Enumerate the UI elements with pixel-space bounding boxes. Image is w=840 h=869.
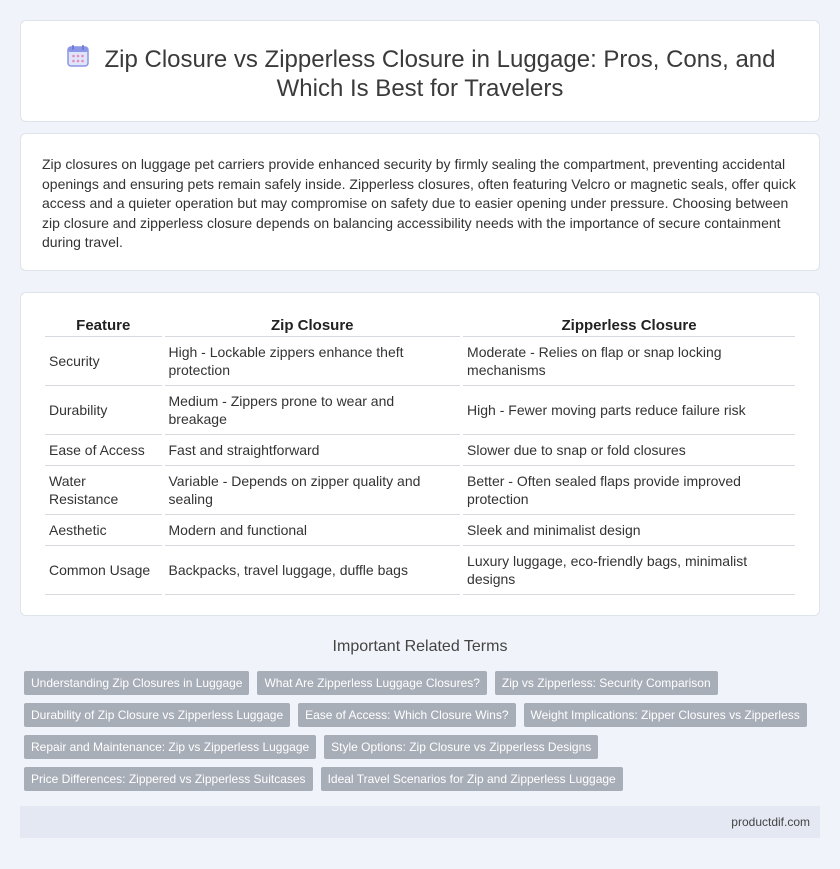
related-term-tag[interactable]: Understanding Zip Closures in Luggage <box>24 671 249 695</box>
zipperless-cell: Luxury luggage, eco-friendly bags, minimalist designs <box>463 546 795 595</box>
zip-cell: Variable - Depends on zipper quality and sealing <box>165 466 461 515</box>
zip-cell: Modern and functional <box>165 515 461 546</box>
related-term-tag[interactable]: Style Options: Zip Closure vs Zipperless Designs <box>324 735 598 759</box>
feature-cell: Security <box>45 337 162 386</box>
intro-card <box>20 133 820 271</box>
related-term-tag[interactable]: Ease of Access: Which Closure Wins? <box>298 703 515 727</box>
page-title-wrap <box>21 43 819 103</box>
related-term-tag[interactable]: Zip vs Zipperless: Security Comparison <box>495 671 718 695</box>
zip-cell: Fast and straightforward <box>165 435 461 466</box>
header-zipperless-closure: Zipperless Closure <box>463 316 795 337</box>
header-zip-closure: Zip Closure <box>165 316 461 337</box>
feature-cell: Ease of Access <box>45 435 162 466</box>
intro-paragraph: Zip closures on luggage pet carriers provide enhanced security by firmly sealing the compartment, preventing accidental openings and ensuring pets remain safely inside. Zipperless closures, often featuring Velcro or magnetic seals, offer quick access and a quieter operation but may compromise on safety due to easier opening under pressure. Choosing between zip closure and zipperless closure depends on balancing accessibility needs with the importance of secure containment during travel. <box>42 156 796 250</box>
zipperless-cell: High - Fewer moving parts reduce failure risk <box>463 386 795 435</box>
table-row <box>45 466 795 515</box>
related-term-tag[interactable]: Durability of Zip Closure vs Zipperless Luggage <box>24 703 290 727</box>
footer-site-name[interactable]: productdif.com <box>731 815 810 829</box>
table-row <box>45 515 795 546</box>
zipperless-cell: Slower due to snap or fold closures <box>463 435 795 466</box>
table-header-row <box>45 316 795 337</box>
zipperless-cell: Moderate - Relies on flap or snap locking mechanisms <box>463 337 795 386</box>
feature-cell: Aesthetic <box>45 515 162 546</box>
comparison-card <box>20 292 820 616</box>
zip-cell: High - Lockable zippers enhance theft protection <box>165 337 461 386</box>
table-row <box>45 337 795 386</box>
zip-cell: Medium - Zippers prone to wear and breakage <box>165 386 461 435</box>
table-row <box>45 386 795 435</box>
header-feature: Feature <box>45 316 162 337</box>
related-term-tag[interactable]: Repair and Maintenance: Zip vs Zipperless Luggage <box>24 735 316 759</box>
related-terms-heading: Important Related Terms <box>332 638 508 655</box>
zipperless-cell: Sleek and minimalist design <box>463 515 795 546</box>
related-term-tag[interactable]: Ideal Travel Scenarios for Zip and Zipperless Luggage <box>321 767 623 791</box>
table-row <box>45 546 795 595</box>
related-term-tag[interactable]: What Are Zipperless Luggage Closures? <box>257 671 486 695</box>
related-term-tag[interactable]: Weight Implications: Zipper Closures vs Zipperless <box>524 703 807 727</box>
feature-cell: Water Resistance <box>45 466 162 515</box>
related-terms-list <box>24 671 824 799</box>
feature-cell: Durability <box>45 386 162 435</box>
title-card <box>20 20 820 122</box>
calendar-icon <box>65 43 91 69</box>
feature-cell: Common Usage <box>45 546 162 595</box>
zip-cell: Backpacks, travel luggage, duffle bags <box>165 546 461 595</box>
footer-bar <box>20 806 820 838</box>
page-title: Zip Closure vs Zipperless Closure in Luggage: Pros, Cons, and Which Is Best for Travelers <box>104 46 776 102</box>
related-term-tag[interactable]: Price Differences: Zippered vs Zipperless Suitcases <box>24 767 313 791</box>
comparison-table <box>42 316 798 595</box>
zipperless-cell: Better - Often sealed flaps provide improved protection <box>463 466 795 515</box>
table-row <box>45 435 795 466</box>
